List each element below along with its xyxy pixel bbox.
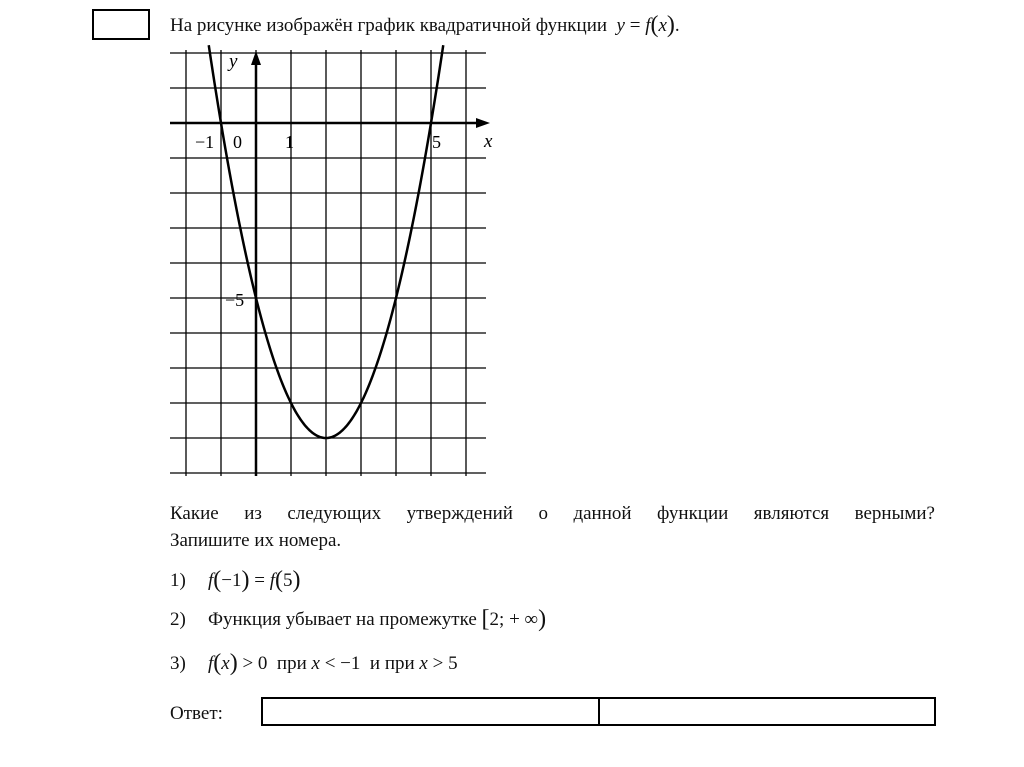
option-1: 1) f(−1) = f(5): [170, 567, 301, 593]
option-2: 2) Функция убывает на промежутке [2; + ∞): [170, 606, 547, 632]
option-2-number: 2): [170, 609, 186, 630]
option-1-f1: f: [208, 570, 214, 591]
question-text: [170, 500, 935, 554]
task-title: На рисунке изображён график квадратичной функции y = f(x).: [170, 12, 680, 38]
option-3: 3) f(x) > 0 при x < −1 и при x > 5: [170, 650, 458, 676]
x-axis-label: x: [484, 131, 493, 152]
tick-label-x-one: 1: [285, 132, 294, 152]
option-2-text: Функция убывает на промежутке: [208, 609, 482, 630]
title-arg: x: [658, 15, 667, 36]
option-3-number: 3): [170, 653, 186, 674]
option-3-cond1: < −1: [319, 653, 361, 674]
answer-cell-2[interactable]: [598, 699, 935, 724]
x-axis-arrow-icon: [476, 118, 490, 128]
option-1-number: 1): [170, 570, 186, 591]
question-line-1: Какие из следующих утверждений о данной функции являются верными?: [170, 503, 935, 524]
option-1-arg2: 5: [283, 570, 293, 591]
option-3-x2: x: [419, 653, 428, 674]
grid: [170, 50, 486, 476]
option-1-arg1: −1: [221, 570, 242, 591]
question-line-2: Запишите их номера.: [170, 530, 342, 551]
option-3-x1: x: [311, 653, 320, 674]
option-3-rest2: и при: [360, 653, 420, 674]
title-eq: =: [624, 15, 646, 36]
option-1-f2: f: [269, 570, 275, 591]
option-3-rest1: > 0 при: [237, 653, 312, 674]
tick-label-x-minus1: −1: [195, 132, 215, 152]
tick-label-origin: 0: [233, 132, 242, 152]
option-3-cond2: > 5: [427, 653, 458, 674]
answer-table: [261, 697, 936, 726]
tick-label-y-minus5: −5: [225, 290, 245, 310]
tick-label-x-five: 5: [432, 132, 441, 152]
title-text: На рисунке изображён график квадратичной функции: [170, 15, 608, 36]
answer-cell-1[interactable]: [263, 699, 598, 724]
option-2-interval: 2; + ∞: [489, 609, 539, 630]
title-y: y: [616, 15, 625, 36]
answer-label: Ответ:: [170, 703, 223, 724]
task-number-box: [92, 9, 150, 40]
option-3-arg: x: [221, 653, 230, 674]
function-graph: [168, 48, 493, 480]
y-axis-label: y: [229, 51, 238, 72]
option-1-eq: =: [249, 570, 270, 591]
title-end: .: [674, 15, 680, 36]
option-3-f: f: [208, 653, 214, 674]
title-f: f: [645, 15, 651, 36]
x-axis: [170, 118, 490, 128]
